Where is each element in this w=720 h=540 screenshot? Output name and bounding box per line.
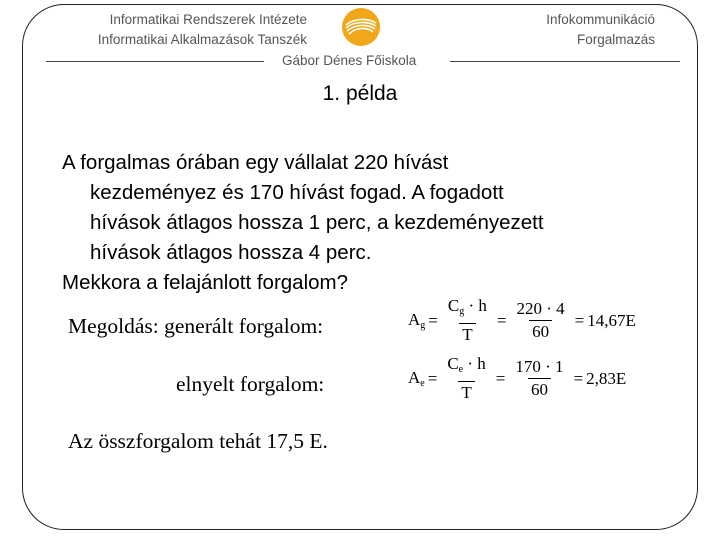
- equals-sign: =: [495, 368, 506, 388]
- header-divider-left: [46, 61, 264, 62]
- equals-sign: =: [574, 310, 585, 330]
- fraction-numeric: $\frac{220 \cdot 4}{60}$: [516, 299, 565, 341]
- problem-statement: [62, 148, 702, 298]
- solution-total: Az összforgalom tehát 17,5 E.: [68, 429, 328, 453]
- page-title: 1. példa: [322, 82, 398, 105]
- problem-question: Mekkora a felajánlott forgalom?: [62, 271, 349, 294]
- equals-sign: =: [428, 310, 438, 330]
- header-subject-line1: Infokommunikáció: [546, 12, 655, 27]
- header-divider-right: [450, 61, 680, 62]
- equals-sign: =: [496, 310, 507, 330]
- formula-result: 14,67E: [587, 310, 636, 330]
- header-subject: [546, 10, 655, 50]
- header-school-name: Gábor Dénes Főiskola: [282, 53, 417, 68]
- formula-lhs: $A_g$: [408, 310, 426, 331]
- problem-line: hívások átlagos hossza 4 perc.: [90, 241, 372, 264]
- fraction-numeric: $\frac{170 \cdot 1}{60}$: [515, 357, 564, 399]
- equals-sign: =: [427, 368, 438, 388]
- header-institute: [98, 10, 307, 50]
- solution-generated-label: Megoldás: generált forgalom:: [68, 314, 324, 338]
- header-institute-name: Informatikai Rendszerek Intézete: [109, 12, 307, 27]
- header-subject-line2: Forgalmazás: [576, 32, 655, 47]
- solution-absorbed-label: elnyelt forgalom:: [176, 372, 325, 396]
- fraction-symbolic: $\frac{C_g \cdot h}{T}$: [447, 296, 487, 344]
- equals-sign: =: [573, 368, 584, 388]
- problem-line: hívások átlagos hossza 1 perc, a kezdeményezett: [90, 211, 544, 234]
- header-department-name: Informatikai Alkalmazások Tanszék: [97, 32, 307, 47]
- problem-line: A forgalmas órában egy vállalat 220 hívást: [62, 151, 449, 174]
- formula-generated: [408, 296, 636, 345]
- fraction-symbolic: $\frac{C_e \cdot h}{T}$: [447, 354, 486, 402]
- formula-result: 2,83E: [586, 368, 627, 388]
- formula-absorbed: [408, 354, 626, 403]
- problem-line: kezdeményez és 170 hívást fogad. A fogadott: [90, 181, 504, 204]
- school-logo-icon: [340, 6, 382, 48]
- formula-lhs: $A_e$: [408, 368, 425, 389]
